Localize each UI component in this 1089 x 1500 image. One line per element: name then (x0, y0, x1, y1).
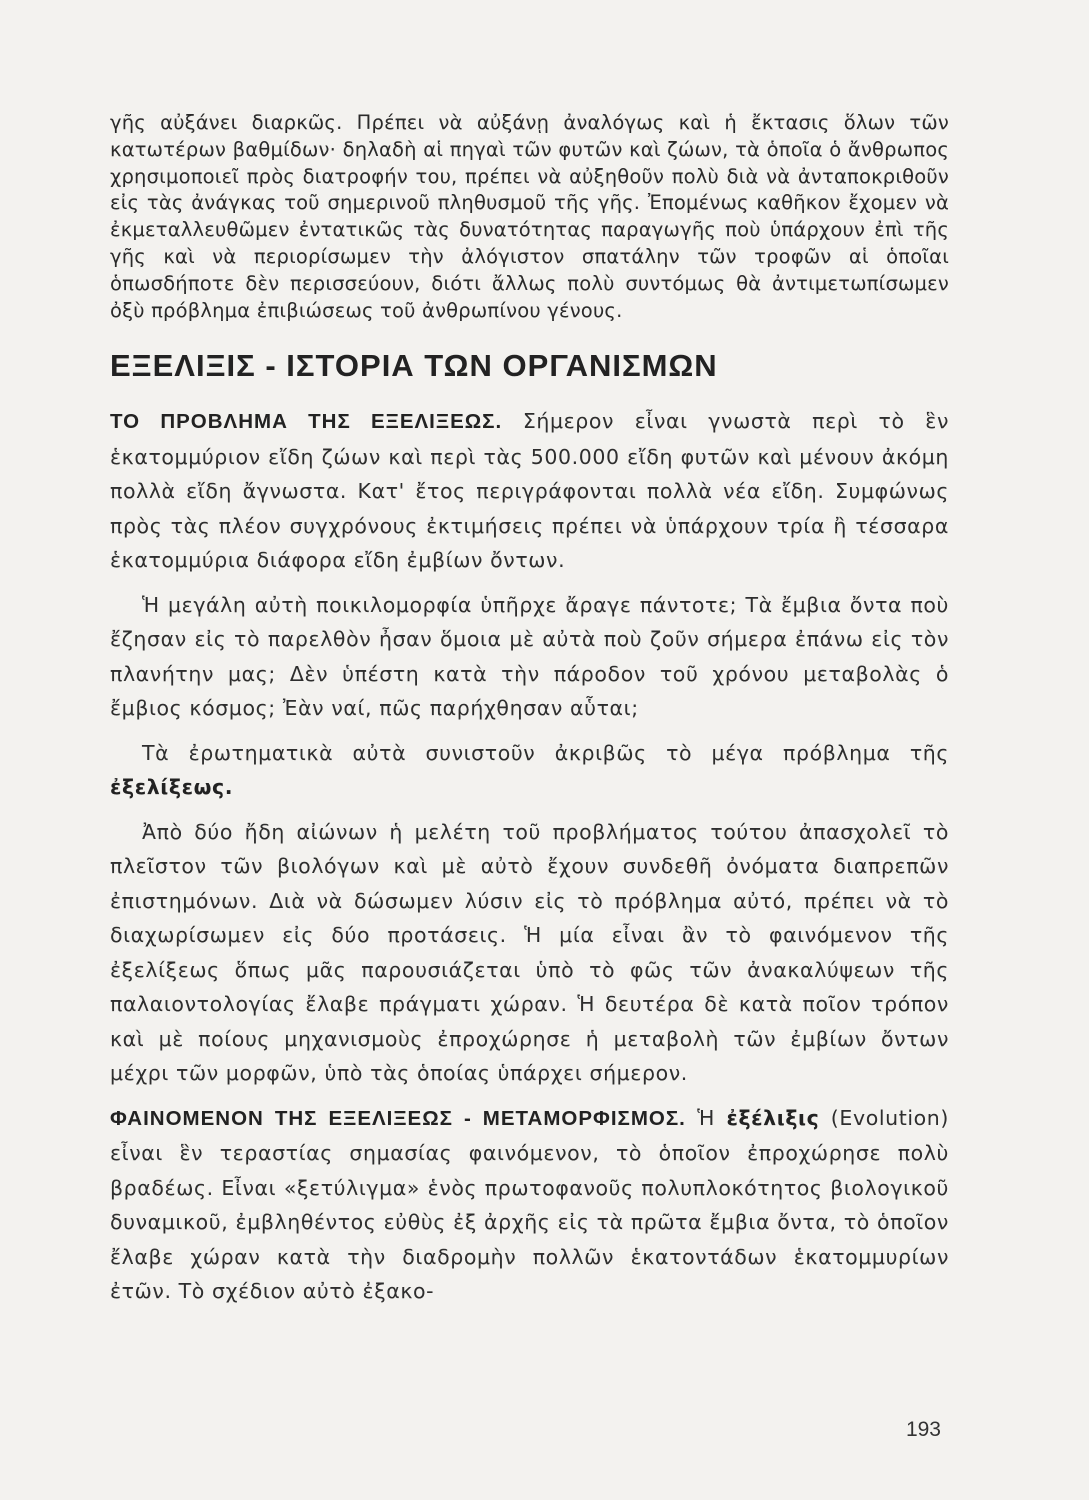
page-number: 193 (905, 1418, 941, 1441)
exelixis-term: ἐξέλιξις (726, 1105, 820, 1130)
subsection-problem-text: Σήμερον εἶναι γνωστὰ περὶ τὸ ἓν ἑκατομμύριον εἴδη ζώων καὶ περὶ τὰς 500.000 εἴδη φυτῶν καὶ μένουν ἀκόμη πολλὰ εἴδη ἄγνωστα. Κατ' ἔτος περιγράφονται πολλὰ νέα εἴδη. Συμφώνως πρὸς τὰς πλέον συγχρόνους ἐκτιμήσεις πρέπει νὰ ὑπάρχουν τρία ἢ τέσσαρα ἑκατομμύρια διάφορα εἴδη ἐμβίων ὄντων. (110, 409, 950, 573)
intro-paragraph: γῆς αὐξάνει διαρκῶς. Πρέπει νὰ αὐξάνῃ ἀναλόγως καὶ ἡ ἔκτασις ὅλων τῶν κατωτέρων βαθμίδων· δηλαδὴ αἱ πηγαὶ τῶν φυτῶν καὶ ζώων, τὰ ὁποῖα ὁ ἄνθρωπος χρησιμοποιεῖ πρὸς διατροφήν του, πρέπει νὰ αὐξηθοῦν πολὺ διὰ νὰ ἀνταποκριθοῦν εἰς τὰς ἀνάγκας τοῦ σημερινοῦ πληθυσμοῦ τῆς γῆς. Ἐπομένως καθῆκον ἔχομεν νὰ ἐκμεταλλευθῶμεν ἐντατικῶς τὰς δυνατότητας παραγωγῆς ποὺ ὑπάρχουν ἐπὶ τῆς γῆς καὶ νὰ περιορίσωμεν τὴν ἀλόγιστον σπατάλην τῶν τροφῶν αἱ ὁποῖαι ὁπωσδήποτε δὲν περισσεύουν, διότι ἄλλως πολὺ συντόμως θὰ ἀντιμετωπίσωμεν ὀξὺ πρόβλημα ἐπιβιώσεως τοῦ ἀνθρωπίνου γένους. (110, 111, 949, 322)
questions-text: Τὰ ἐρωτηματικὰ αὐτὰ συνιστοῦν ἀκριβῶς τὸ μέγα πρόβλημα τῆς (142, 740, 949, 765)
phenomenon-text: (Evolution) εἶναι ἓν τεραστίας σημασίας φαινόμενον, τὸ ὁποῖον ἐπροχώρησε πολὺ βραδέως. Εἶναι «ξετύλιγμα» ἑνὸς πρωτοφανοῦς πολυπλοκότητος βιολογικοῦ δυναμικοῦ, ἐμβληθέντος εὐθὺς ἐξ ἀρχῆς εἰς τὰ πρῶτα ἔμβια ὄντα, τὸ ὁποῖον ἔλαβε χώραν κατὰ τὴν διαδρομὴν πολλῶν ἑκατοντάδων ἑκατομμυρίων ἐτῶν. Τὸ σχέδιον αὐτὸ ἐξακο- (110, 1105, 949, 1304)
subsection-title-phenomenon: ΦΑΙΝΟΜΕΝΟΝ ΤΗΣ ΕΞΕΛΙΞΕΩΣ - ΜΕΤΑΜΟΡΦΙΣΜΟΣ. (110, 1106, 686, 1130)
history-paragraph: Ἀπὸ δύο ἤδη αἰώνων ἡ μελέτη τοῦ προβλήματος τούτου ἀπασχολεῖ τὸ πλεῖστον τῶν βιολόγων καὶ μὲ αὐτὸ ἔχουν συνδεθῆ ὀνόματα διαπρεπῶν ἐπιστημόνων. Διὰ νὰ δώσωμεν λύσιν εἰς τὸ πρόβλημα αὐτό, πρέπει νὰ τὸ διαχωρίσωμεν εἰς δύο προτάσεις. Ἡ μία εἶναι ἂν τὸ φαινόμενον τῆς ἐξελίξεως ὅπως μᾶς παρουσιάζεται ὑπὸ τὸ φῶς τῶν ἀνακαλύψεων τῆς παλαιοντολογίας ἔλαβε πράγματι χώραν. Ἡ δευτέρα δὲ κατὰ ποῖον τρόπον καὶ μὲ ποίους μηχανισμοὺς ἐπροχώρησε ἡ μεταβολὴ τῶν ἐμβίων ὄντων μέχρι τῶν μορφῶν, ὑπὸ τὰς ὁποίας ὑπάρχει σήμερον. (110, 819, 949, 1086)
diversity-paragraph: Ἡ μεγάλη αὐτὴ ποικιλομορφία ὑπῆρχε ἄραγε πάντοτε; Τὰ ἔμβια ὄντα ποὺ ἔζησαν εἰς τὸ παρελθὸν ἦσαν ὅμοια μὲ αὐτὰ ποὺ ζοῦν σήμερα ἐπάνω εἰς τὸν πλανήτην μας; Δὲν ὑπέστη κατὰ τὴν πάροδον τοῦ χρόνου μεταβολὰς ὁ ἔμβιος κόσμος; Ἐὰν ναί, πῶς παρήχθησαν αὗται; (110, 592, 949, 721)
evolution-term: ἐξελίξεως. (110, 775, 234, 800)
subsection-problem-paragraph (110, 404, 949, 578)
phenomenon-lead: Ἡ (685, 1105, 727, 1130)
subsection-phenomenon-paragraph (110, 1101, 949, 1309)
section-heading: ΕΞΕΛΙΞΙΣ - ΙΣΤΟΡΙΑ ΤΩΝ ΟΡΓΑΝΙΣΜΩΝ (110, 348, 718, 384)
questions-paragraph (110, 736, 949, 805)
subsection-title-problem: ΤΟ ΠΡΟΒΛΗΜΑ ΤΗΣ ΕΞΕΛΙΞΕΩΣ. (110, 410, 503, 434)
